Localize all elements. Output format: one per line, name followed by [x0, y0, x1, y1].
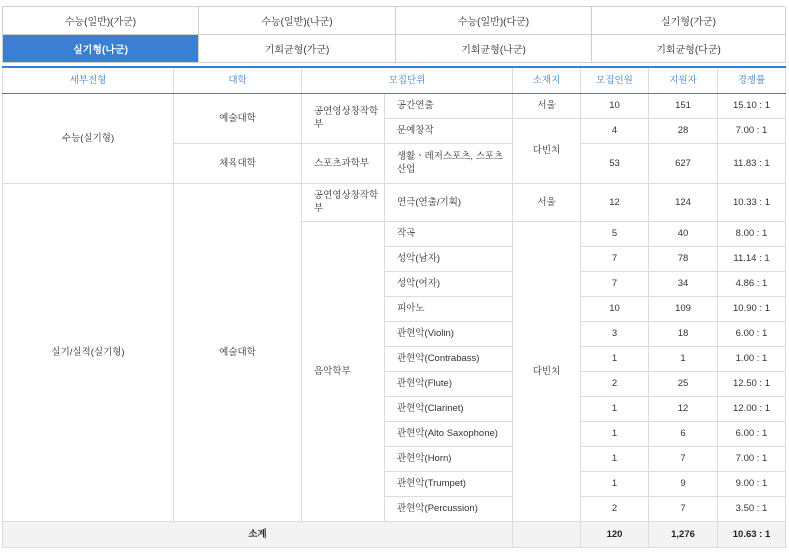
- cell-applicants: 34: [649, 271, 718, 296]
- cell-applicants: 109: [649, 296, 718, 321]
- cell-unit: 작곡: [385, 221, 513, 246]
- table-row: [3, 183, 786, 221]
- cell-applicants: 151: [649, 93, 718, 118]
- cell-applicants: 7: [649, 496, 718, 521]
- competition-table: [2, 66, 786, 548]
- cell-applicants: 40: [649, 221, 718, 246]
- cell-dept: 음악학부: [302, 221, 385, 521]
- cell-college: 예술대학: [174, 93, 302, 143]
- cell-college: 예술대학: [174, 183, 302, 521]
- header-campus: 소재지: [513, 67, 581, 93]
- cell-unit: 공간연출: [385, 93, 513, 118]
- cell-ratio: 7.00 : 1: [718, 118, 786, 143]
- tab-practical-ga[interactable]: 실기형(가군): [592, 7, 786, 35]
- cell-college: 체육대학: [174, 143, 302, 183]
- cell-applicants: 627: [649, 143, 718, 183]
- cell-ratio: 4.86 : 1: [718, 271, 786, 296]
- cell-unit: 관현악(Contrabass): [385, 346, 513, 371]
- header-quota: 모집인원: [581, 67, 649, 93]
- cell-unit: 생활ㆍ레저스포츠, 스포츠산업: [385, 143, 513, 183]
- cell-applicants: 6: [649, 421, 718, 446]
- cell-ratio: 9.00 : 1: [718, 471, 786, 496]
- cell-type: 수능(실기형): [3, 93, 174, 183]
- cell-applicants: 7: [649, 446, 718, 471]
- cell-unit: 관현악(Violin): [385, 321, 513, 346]
- cell-quota: 1: [581, 471, 649, 496]
- tab-suneung-da[interactable]: 수능(일반)(다군): [396, 7, 592, 35]
- cell-unit: 연극(연출/기획): [385, 183, 513, 221]
- cell-campus: 다빈치: [513, 221, 581, 521]
- cell-unit: 관현악(Flute): [385, 371, 513, 396]
- cell-ratio: 3.50 : 1: [718, 496, 786, 521]
- cell-unit: 관현악(Horn): [385, 446, 513, 471]
- cell-unit: 성악(남자): [385, 246, 513, 271]
- cell-quota: 1: [581, 346, 649, 371]
- cell-applicants: 25: [649, 371, 718, 396]
- cell-ratio: 15.10 : 1: [718, 93, 786, 118]
- cell-ratio: 12.00 : 1: [718, 396, 786, 421]
- header-unit: 모집단위: [302, 67, 513, 93]
- header-college: 대학: [174, 67, 302, 93]
- cell-quota: 10: [581, 296, 649, 321]
- cell-ratio: 6.00 : 1: [718, 421, 786, 446]
- total-label: 소계: [3, 521, 513, 547]
- table-row: [3, 93, 786, 118]
- header-ratio: 경쟁률: [718, 67, 786, 93]
- cell-unit: 관현악(Clarinet): [385, 396, 513, 421]
- cell-applicants: 12: [649, 396, 718, 421]
- cell-quota: 5: [581, 221, 649, 246]
- cell-quota: 1: [581, 446, 649, 471]
- cell-ratio: 10.33 : 1: [718, 183, 786, 221]
- cell-quota: 7: [581, 271, 649, 296]
- tab-suneung-ga[interactable]: 수능(일반)(가군): [3, 7, 199, 35]
- cell-campus: 서울: [513, 183, 581, 221]
- cell-quota: 53: [581, 143, 649, 183]
- cell-applicants: 9: [649, 471, 718, 496]
- cell-quota: 4: [581, 118, 649, 143]
- cell-quota: 2: [581, 371, 649, 396]
- cell-unit: 관현악(Trumpet): [385, 471, 513, 496]
- total-ratio: 10.63 : 1: [718, 521, 786, 547]
- cell-quota: 3: [581, 321, 649, 346]
- admission-results-panel: [2, 6, 785, 548]
- cell-campus: 다빈치: [513, 118, 581, 183]
- cell-unit: 성악(여자): [385, 271, 513, 296]
- tab-suneung-na[interactable]: 수능(일반)(나군): [199, 7, 396, 35]
- cell-unit: 관현악(Alto Saxophone): [385, 421, 513, 446]
- admission-type-tabs: [2, 6, 785, 63]
- cell-quota: 7: [581, 246, 649, 271]
- cell-applicants: 18: [649, 321, 718, 346]
- tab-opportunity-ga[interactable]: 기회균형(가군): [199, 35, 396, 63]
- cell-quota: 1: [581, 396, 649, 421]
- cell-applicants: 28: [649, 118, 718, 143]
- tab-opportunity-da[interactable]: 기회균형(다군): [592, 35, 786, 63]
- cell-ratio: 1.00 : 1: [718, 346, 786, 371]
- cell-ratio: 11.14 : 1: [718, 246, 786, 271]
- header-applicants: 지원자: [649, 67, 718, 93]
- total-applicants: 1,276: [649, 521, 718, 547]
- cell-quota: 2: [581, 496, 649, 521]
- total-quota: 120: [581, 521, 649, 547]
- cell-dept: 공연영상창작학부: [302, 93, 385, 143]
- tab-practical-na[interactable]: 실기형(나군): [3, 35, 199, 63]
- cell-dept: 스포츠과학부: [302, 143, 385, 183]
- cell-ratio: 6.00 : 1: [718, 321, 786, 346]
- header-type: 세부전형: [3, 67, 174, 93]
- cell-ratio: 7.00 : 1: [718, 446, 786, 471]
- tab-opportunity-na[interactable]: 기회균형(나군): [396, 35, 592, 63]
- cell-type: 실기/실적(실기형): [3, 183, 174, 521]
- cell-applicants: 124: [649, 183, 718, 221]
- cell-unit: 관현악(Percussion): [385, 496, 513, 521]
- cell-dept: 공연영상창작학부: [302, 183, 385, 221]
- cell-applicants: 1: [649, 346, 718, 371]
- cell-ratio: 10.90 : 1: [718, 296, 786, 321]
- cell-ratio: 12.50 : 1: [718, 371, 786, 396]
- cell-ratio: 8.00 : 1: [718, 221, 786, 246]
- cell-ratio: 11.83 : 1: [718, 143, 786, 183]
- total-row: [3, 521, 786, 547]
- cell-quota: 10: [581, 93, 649, 118]
- cell-campus: 서울: [513, 93, 581, 118]
- total-campus: [513, 521, 581, 547]
- cell-unit: 문예창작: [385, 118, 513, 143]
- cell-unit: 피아노: [385, 296, 513, 321]
- table-header-row: [3, 67, 786, 93]
- cell-quota: 1: [581, 421, 649, 446]
- cell-applicants: 78: [649, 246, 718, 271]
- cell-quota: 12: [581, 183, 649, 221]
